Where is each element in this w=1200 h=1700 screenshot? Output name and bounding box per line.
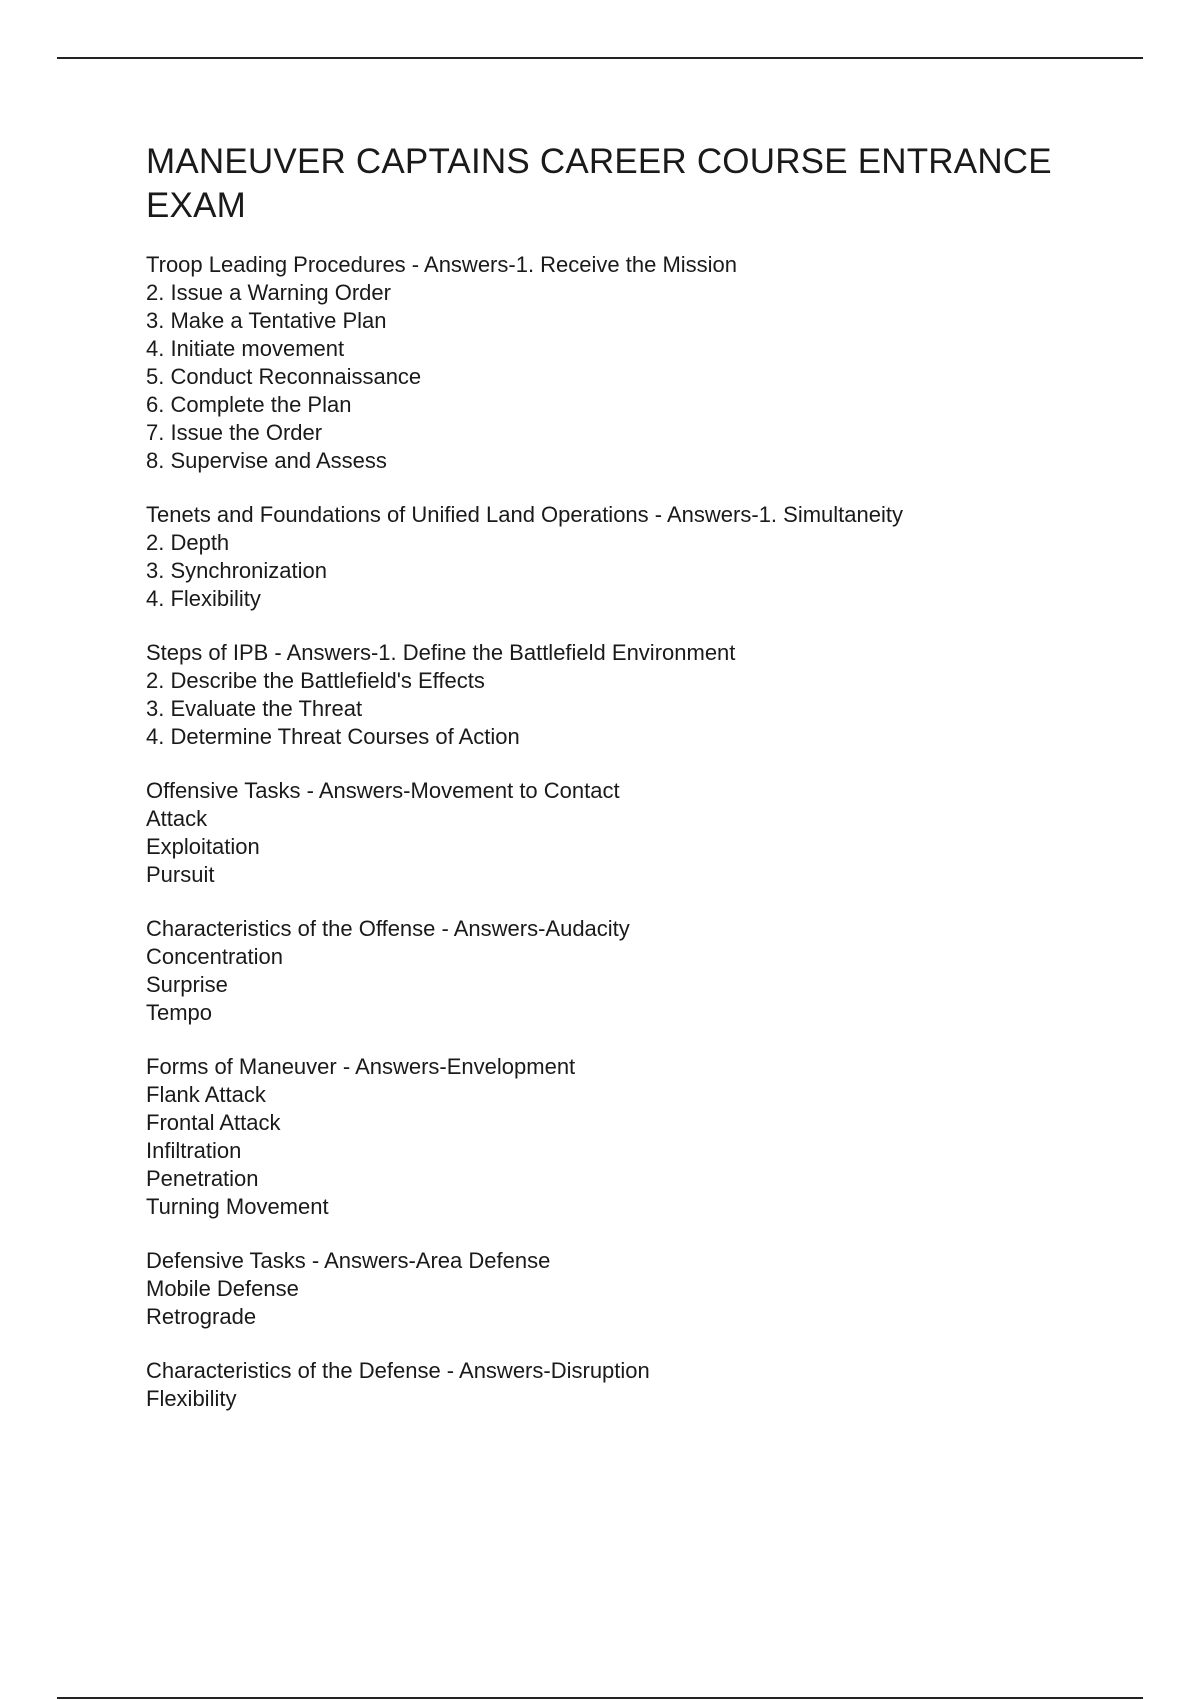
- qa-line: Characteristics of the Offense - Answers-Audacity: [146, 916, 630, 941]
- document-body: [146, 140, 1106, 1439]
- qa-line: Surprise: [146, 972, 228, 997]
- qa-line: 7. Issue the Order: [146, 420, 323, 445]
- qa-line: 3. Evaluate the Threat: [146, 696, 363, 721]
- qa-line: Tenets and Foundations of Unified Land Operations - Answers-1. Simultaneity: [146, 502, 903, 527]
- qa-line: 5. Conduct Reconnaissance: [146, 364, 422, 389]
- qa-line: Flexibility: [146, 1386, 237, 1411]
- qa-line: Defensive Tasks - Answers-Area Defense: [146, 1248, 551, 1273]
- qa-line: 4. Determine Threat Courses of Action: [146, 724, 520, 749]
- qa-line: 4. Initiate movement: [146, 336, 345, 361]
- footer-rule: [57, 1697, 1143, 1699]
- qa-line: Frontal Attack: [146, 1110, 281, 1135]
- qa-line: Attack: [146, 806, 208, 831]
- qa-line: Concentration: [146, 944, 283, 969]
- qa-line: Mobile Defense: [146, 1276, 299, 1301]
- qa-line: Troop Leading Procedures - Answers-1. Receive the Mission: [146, 252, 738, 277]
- qa-item-characteristics-offense: [146, 915, 1106, 1027]
- qa-line: Offensive Tasks - Answers-Movement to Contact: [146, 778, 620, 803]
- document-title: MANEUVER CAPTAINS CAREER COURSE ENTRANCE EXAM: [146, 142, 1052, 225]
- qa-item-tenets-foundations: [146, 501, 1106, 613]
- qa-line: Turning Movement: [146, 1194, 329, 1219]
- qa-line: 6. Complete the Plan: [146, 392, 352, 417]
- qa-line: 4. Flexibility: [146, 586, 261, 611]
- qa-line: 3. Synchronization: [146, 558, 327, 583]
- qa-line: 2. Depth: [146, 530, 230, 555]
- qa-line: Forms of Maneuver - Answers-Envelopment: [146, 1054, 576, 1079]
- qa-item-defensive-tasks: [146, 1247, 1106, 1331]
- qa-item-steps-of-ipb: [146, 639, 1106, 751]
- qa-line: Pursuit: [146, 862, 215, 887]
- qa-item-troop-leading-procedures: [146, 251, 1106, 475]
- qa-line: Steps of IPB - Answers-1. Define the Battlefield Environment: [146, 640, 736, 665]
- qa-line: Retrograde: [146, 1304, 257, 1329]
- qa-line: 8. Supervise and Assess: [146, 448, 387, 473]
- qa-item-offensive-tasks: [146, 777, 1106, 889]
- qa-line: Characteristics of the Defense - Answers-Disruption: [146, 1358, 650, 1383]
- header-rule: [57, 57, 1143, 59]
- qa-line: 2. Issue a Warning Order: [146, 280, 391, 305]
- qa-item-characteristics-defense: [146, 1357, 1106, 1413]
- qa-item-forms-of-maneuver: [146, 1053, 1106, 1221]
- qa-line: 3. Make a Tentative Plan: [146, 308, 387, 333]
- qa-line: Infiltration: [146, 1138, 242, 1163]
- qa-line: 2. Describe the Battlefield's Effects: [146, 668, 485, 693]
- qa-line: Exploitation: [146, 834, 260, 859]
- qa-line: Penetration: [146, 1166, 259, 1191]
- qa-line: Flank Attack: [146, 1082, 266, 1107]
- qa-line: Tempo: [146, 1000, 213, 1025]
